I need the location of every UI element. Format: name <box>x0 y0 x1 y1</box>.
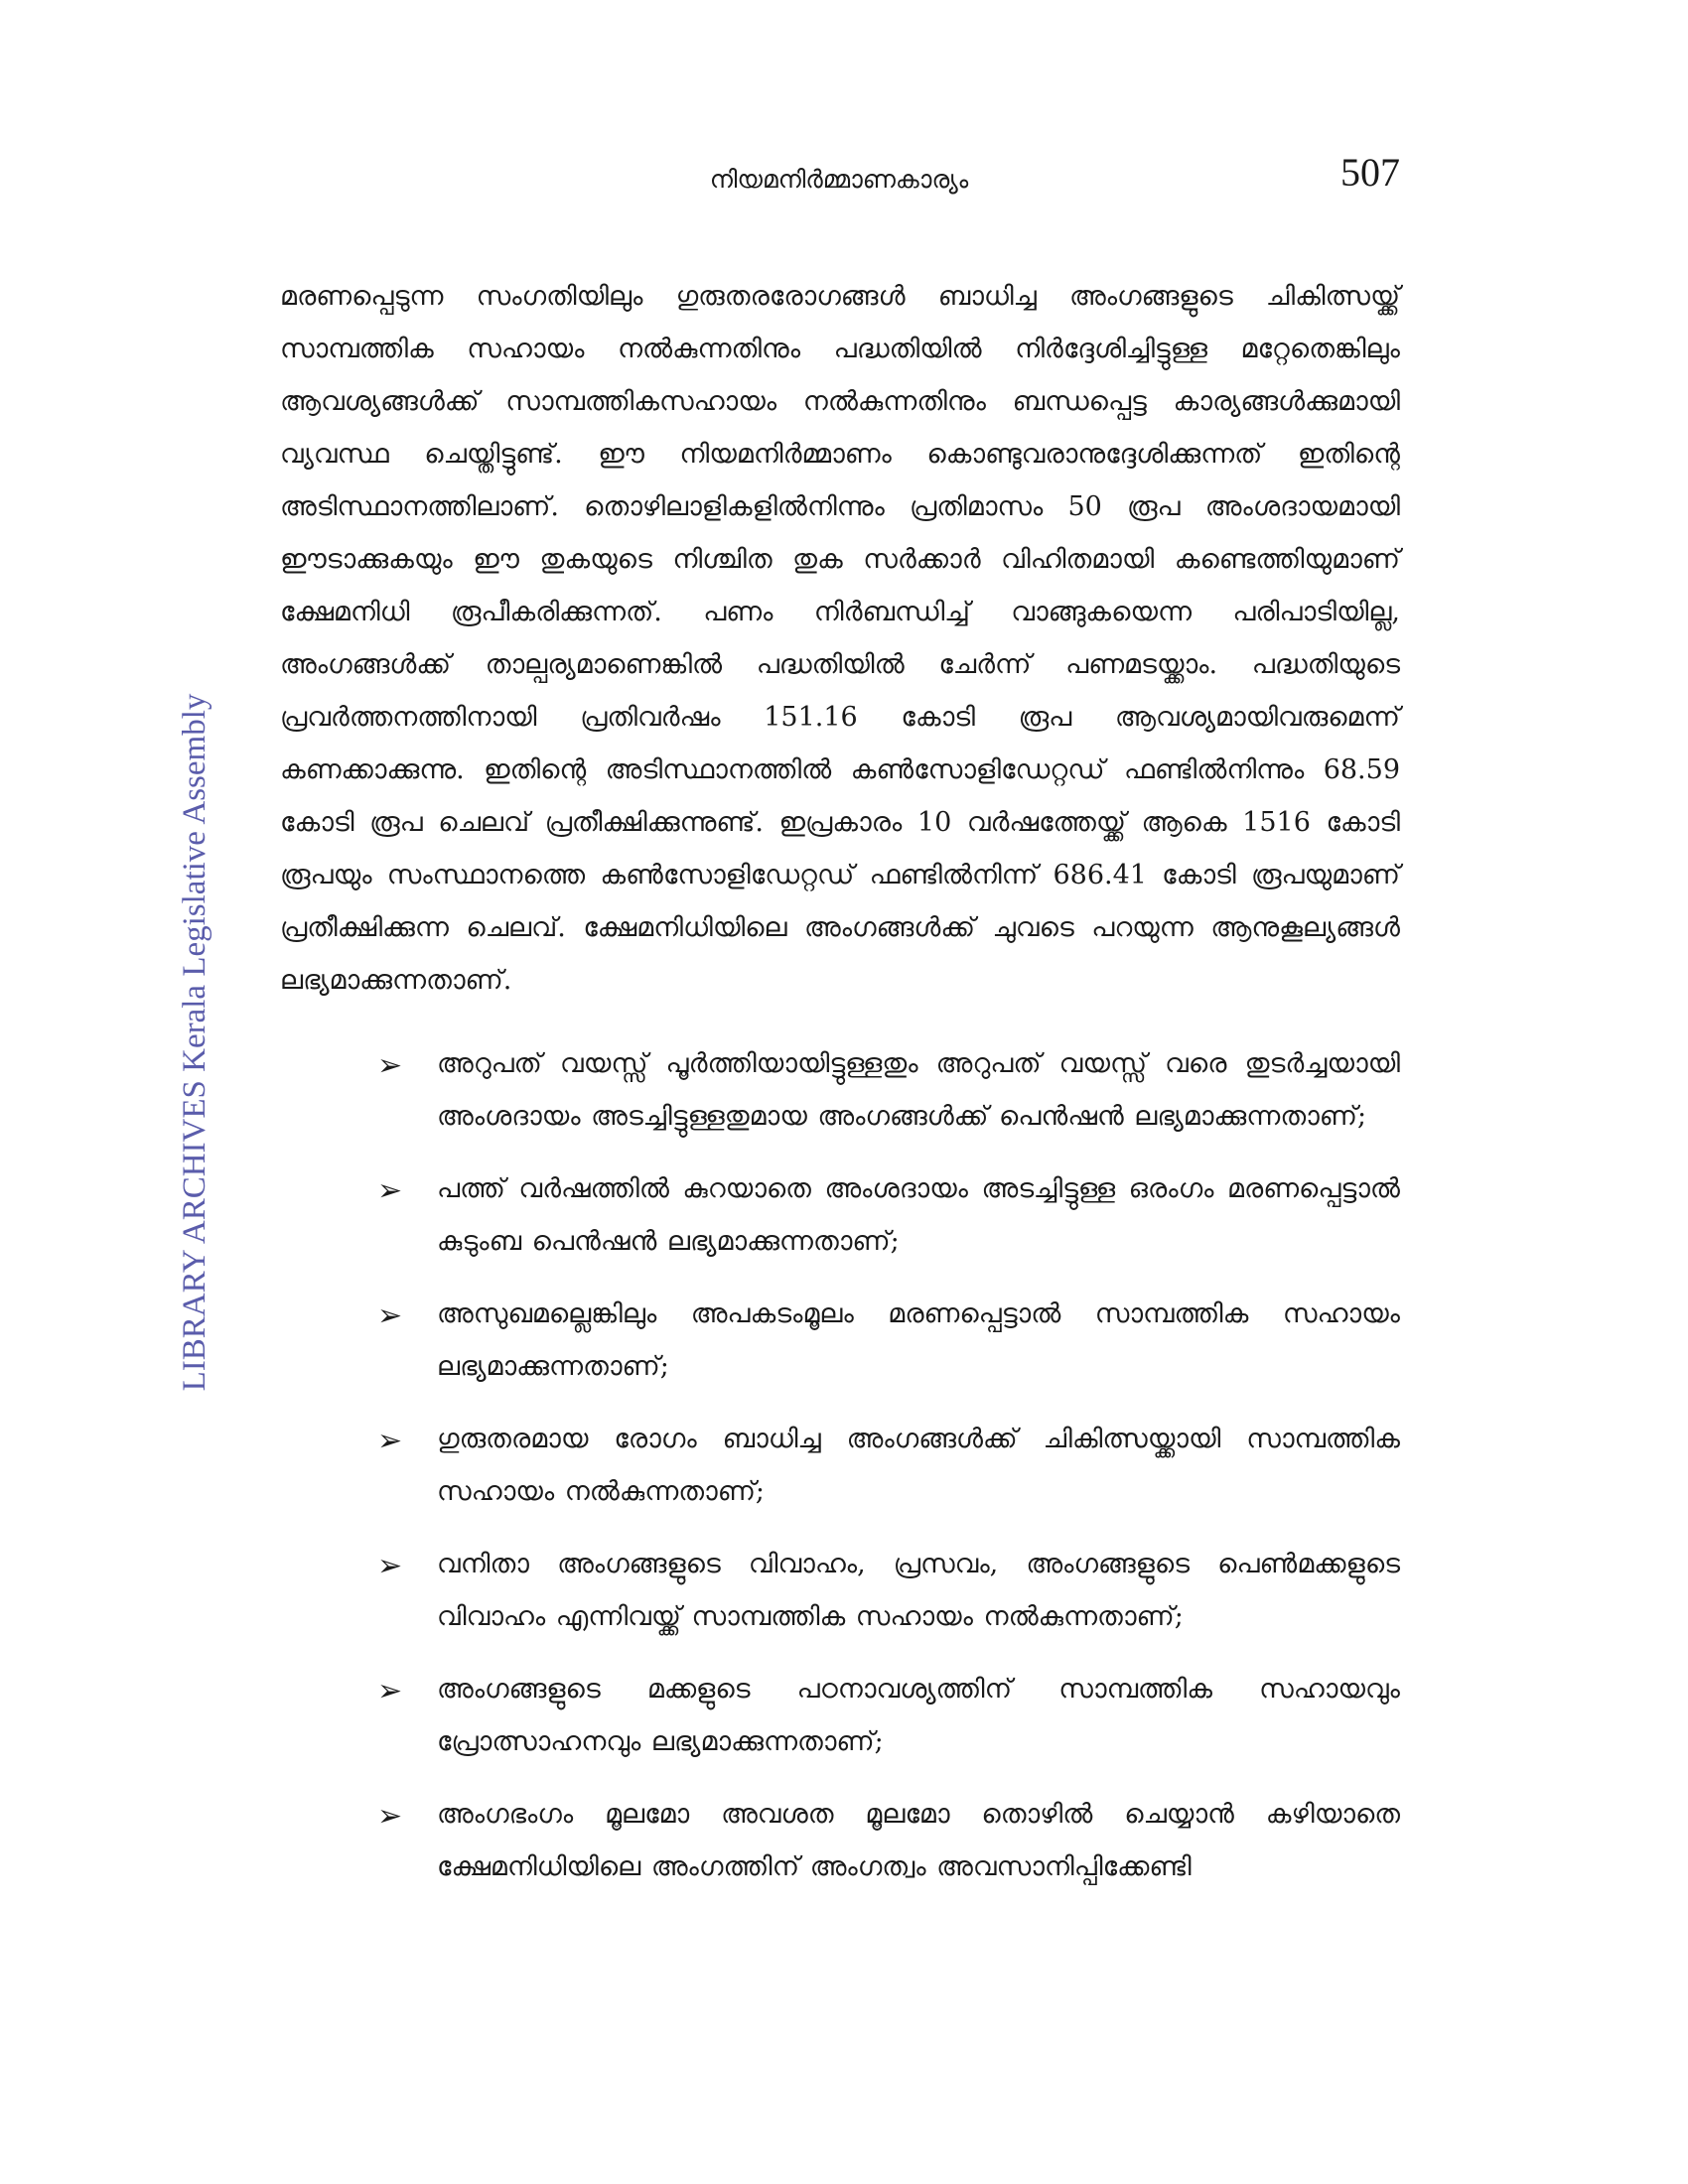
list-item-text: പത്ത് വർഷത്തിൽ കുറയാതെ അംശദായം അടച്ചിട്ടുള്ള ഒരംഗം മരണപ്പെട്ടാൽ കുടുംബ പെൻഷൻ ലഭ്യമാക്കുന്നതാണ്; <box>437 1173 1400 1257</box>
arrow-bullet-icon: ➢ <box>377 1549 403 1583</box>
arrow-bullet-icon: ➢ <box>377 1424 403 1458</box>
list-item-text: അസുഖമല്ലെങ്കിലും അപകടംമൂലം മരണപ്പെട്ടാൽ സാമ്പത്തിക സഹായം ലഭ്യമാക്കുന്നതാണ്; <box>437 1298 1400 1382</box>
list-item <box>377 1162 1400 1268</box>
page-number: 507 <box>1340 150 1400 195</box>
list-item <box>377 1413 1400 1518</box>
arrow-bullet-icon: ➢ <box>377 1674 403 1708</box>
benefits-list <box>377 1037 1400 1913</box>
archive-watermark: LIBRARY ARCHIVES Kerala Legislative Assembly <box>177 693 212 1392</box>
running-header <box>278 149 1400 208</box>
list-item-text: അംഗങ്ങളുടെ മക്കളുടെ പഠനാവശ്യത്തിന് സാമ്പത്തിക സഹായവും പ്രോത്സാഹനവും ലഭ്യമാക്കുന്നതാണ്; <box>437 1674 1400 1757</box>
arrow-bullet-icon: ➢ <box>377 1048 403 1083</box>
running-title: നിയമനിർമ്മാണകാര്യം <box>709 165 969 194</box>
arrow-bullet-icon: ➢ <box>377 1173 403 1208</box>
list-item <box>377 1288 1400 1393</box>
list-item <box>377 1538 1400 1643</box>
list-item-text: അറുപത് വയസ്സ് പൂർത്തിയായിട്ടുള്ളതും അറുപത് വയസ്സ് വരെ തുടർച്ചയായി അംശദായം അടച്ചിട്ടുള്ളതുമായ അംഗങ്ങൾക്ക് പെൻഷൻ ലഭ്യമാക്കുന്നതാണ്; <box>437 1048 1400 1132</box>
list-item-text: അംഗഭംഗം മൂലമോ അവശത മൂലമോ തൊഴിൽ ചെയ്യാൻ കഴിയാതെ ക്ഷേമനിധിയിലെ അംഗത്തിന് അംഗത്വം അവസാനിപ്പിക്കേണ്ടി <box>437 1799 1400 1882</box>
body-paragraph: മരണപ്പെടുന്ന സംഗതിയിലും ഗുരുതരരോഗങ്ങൾ ബാധിച്ച അംഗങ്ങളുടെ ചികിത്സയ്ക്ക് സാമ്പത്തിക സഹായം നൽകുന്നതിനും പദ്ധതിയിൽ നിർദ്ദേശിച്ചിട്ടുള്ള മറ്റേതെങ്കിലും ആവശ്യങ്ങൾക്ക് സാമ്പത്തികസഹായം നൽകുന്നതിനും ബന്ധപ്പെട്ട കാര്യങ്ങൾക്കുമായി വ്യവസ്ഥ ചെയ്തിട്ടുണ്ട്. ഈ നിയമനിർമ്മാണം കൊണ്ടുവരാനുദ്ദേശിക്കുന്നത് ഇതിന്റെ അടിസ്ഥാനത്തിലാണ്. തൊഴിലാളികളിൽനിന്നും പ്രതിമാസം 50 രൂപ അംശദായമായി ഈടാക്കുകയും ഈ തുകയുടെ നിശ്ചിത തുക സർക്കാർ വിഹിതമായി കണ്ടെത്തിയുമാണ് ക്ഷേമനിധി രൂപീകരിക്കുന്നത്. പണം നിർബന്ധിച്ച് വാങ്ങുകയെന്ന പരിപാടിയില്ല, അംഗങ്ങൾക്ക് താല്പര്യമാണെങ്കിൽ പദ്ധതിയിൽ ചേർന്ന് പണമടയ്ക്കാം. പദ്ധതിയുടെ പ്രവർത്തനത്തിനായി പ്രതിവർഷം 151.16 കോടി രൂപ ആവശ്യമായിവരുമെന്ന് കണക്കാക്കുന്നു. ഇതിന്റെ അടിസ്ഥാനത്തിൽ കൺസോളിഡേറ്റഡ് ഫണ്ടിൽനിന്നും 68.59 കോടി രൂപ ചെലവ് പ്രതീക്ഷിക്കുന്നുണ്ട്. ഇപ്രകാരം 10 വർഷത്തേയ്ക്ക് ആകെ 1516 കോടി രൂപയും സംസ്ഥാനത്തെ കൺസോളിഡേറ്റഡ് ഫണ്ടിൽനിന്ന് 686.41 കോടി രൂപയുമാണ് പ്രതീക്ഷിക്കുന്ന ചെലവ്. ക്ഷേമനിധിയിലെ അംഗങ്ങൾക്ക് ചുവടെ പറയുന്ന ആനുകൂല്യങ്ങൾ ലഭ്യമാക്കുന്നതാണ്. <box>280 281 1400 996</box>
list-item <box>377 1663 1400 1768</box>
list-item-text: വനിതാ അംഗങ്ങളുടെ വിവാഹം, പ്രസവം, അംഗങ്ങളുടെ പെൺമക്കളുടെ വിവാഹം എന്നിവയ്ക്ക് സാമ്പത്തിക സഹായം നൽകുന്നതാണ്; <box>437 1549 1400 1632</box>
arrow-bullet-icon: ➢ <box>377 1799 403 1834</box>
list-item <box>377 1788 1400 1893</box>
list-item-text: ഗുരുതരമായ രോഗം ബാധിച്ച അംഗങ്ങൾക്ക് ചികിത്സയ്ക്കായി സാമ്പത്തിക സഹായം നൽകുന്നതാണ്; <box>437 1424 1400 1507</box>
arrow-bullet-icon: ➢ <box>377 1298 403 1333</box>
list-item <box>377 1037 1400 1143</box>
